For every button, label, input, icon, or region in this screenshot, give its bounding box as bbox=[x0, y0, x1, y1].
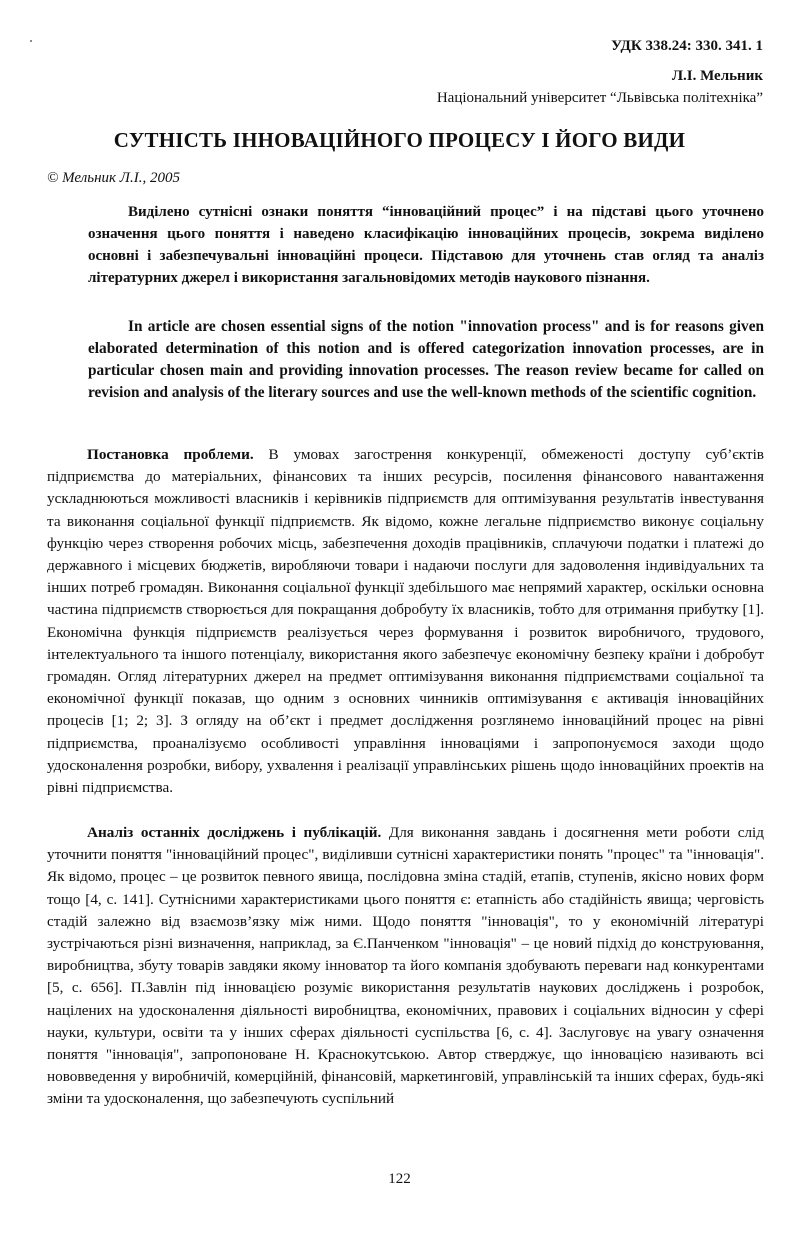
author-name: Л.І. Мельник bbox=[671, 68, 763, 84]
section-text: В умовах загострення конкуренції, обмеженості доступу суб’єктів підприємства до матеріальних, фінансових та інших ресурсів, посилення фінансового навантаження ускладнюються можливості власників і керівників підприємств для оптимізування результатів інвестування та виконання соціальної функції підприємств. Як відомо, кожне легальне підприємство виконує соціальну функцію через створення робочих місць, забезпечення доходів працівників, сплачуючи податки і платежі до державного і місцевих бюджетів, виробляючи товари і надаючи послуги для задоволення індивідуальних та інших потреб громадян. Виконання соціальної функції здебільшого має непрямий характер, оскільки основна частина підприємств створюється для покращання добробуту їх власників, тобто для отримання прибутку [1]. Економічна функція підприємств реалізується через формування і розвиток виробничого, трудового, інтелектуального та іншого потенціалу, використання якого забезпечує економічну безпеку країни і добробут громадян. Огляд літературних джерел на предмет оптимізування виконання підприємствами соціальної та економічної функції показав, що одним з основних чинників оптимізування є активація інноваційних процесів [1; 2; 3]. З огляду на об’єкт і предмет дослідження розглянемо інноваційний процес на рівні підприємства, проаналізуємо особливості управління інноваціями і запропонуємося заходи щодо удосконалення розробки, вибору, ухвалення і реалізації управлінських рішень щодо інноваційних проектів на рівні підприємства. bbox=[47, 446, 764, 797]
section-literature-review bbox=[47, 822, 764, 1111]
section-text: Для виконання завдань і досягнення мети роботи слід уточнити поняття "інноваційний процес", виділивши сутнісні характеристики понять "процес" та "інновація". Як відомо, процес – це розвиток певного явища, послідовна зміна стадій, етапів, ступенів, якісно нових форм тощо [4, с. 141]. Сутнісними характеристиками цього поняття є: етапність або стадійність явища; черговість стадій залежно від взаємозв’язку між ними. Щодо поняття "інновація", то у економічній літературі зустрічаються різні визначення, наприклад, за Є.Панченком "інновація" – це новий підхід до конструювання, виробництва, збуту товарів завдяки якому інноватор та його компанія здобувають переваги над конкурентами [5, с. 656]. П.Завлін під інновацією розуміє використання результатів наукових досліджень і розробок, націлених на удосконалення діяльності виробництва, економічних, правових і соціальних відносин у сфері науки, культури, освіти та у інших сферах діяльності суспільства [6, с. 4]. Заслуговує на увагу означення поняття "інновація", запропоноване Н. Краснокутською. Автор стверджує, що інновацією називають всі нововведення у виробничій, комерційній, фінансовій, маркетинговій, управлінській та інших сферах, будь-які зміни та удосконалення, що забезпечують суспільний bbox=[47, 824, 765, 1108]
scan-speck bbox=[30, 40, 32, 42]
section-heading: Аналіз останніх досліджень і публікацій. bbox=[87, 824, 382, 841]
paper-title: СУТНІСТЬ ІННОВАЦІЙНОГО ПРОЦЕСУ І ЙОГО ВИДИ bbox=[113, 128, 686, 152]
abstract-english: In article are chosen essential signs of the notion "innovation process" and is for reasons given elaborated determination of this notion and is offered categorization innovation processes, are in particular chosen main and providing innovation processes. The reason review became for called on revision and analysis of the literary sources and use the well-known methods of the scientific cognition. bbox=[88, 318, 764, 401]
page-number: 122 bbox=[388, 1171, 411, 1187]
section-problem-statement bbox=[47, 444, 764, 799]
copyright-line: © Мельник Л.І., 2005 bbox=[47, 170, 180, 186]
udc-code: УДК 338.24: 330. 341. 1 bbox=[611, 38, 763, 54]
abstract-ukrainian: Виділено сутнісні ознаки поняття “інноваційний процес” і на підставі цього уточнено означення цього поняття і наведено класифікацію інноваційних процесів, зокрема виділено основні і забезпечувальні інноваційні процеси. Підставою для уточнень став огляд та аналіз літературних джерел і використання загальновідомих методів наукового пізнання. bbox=[88, 204, 764, 286]
author-affiliation: Національний університет “Львівська політехніка” bbox=[436, 90, 763, 106]
section-heading: Постановка проблеми. bbox=[87, 446, 254, 463]
